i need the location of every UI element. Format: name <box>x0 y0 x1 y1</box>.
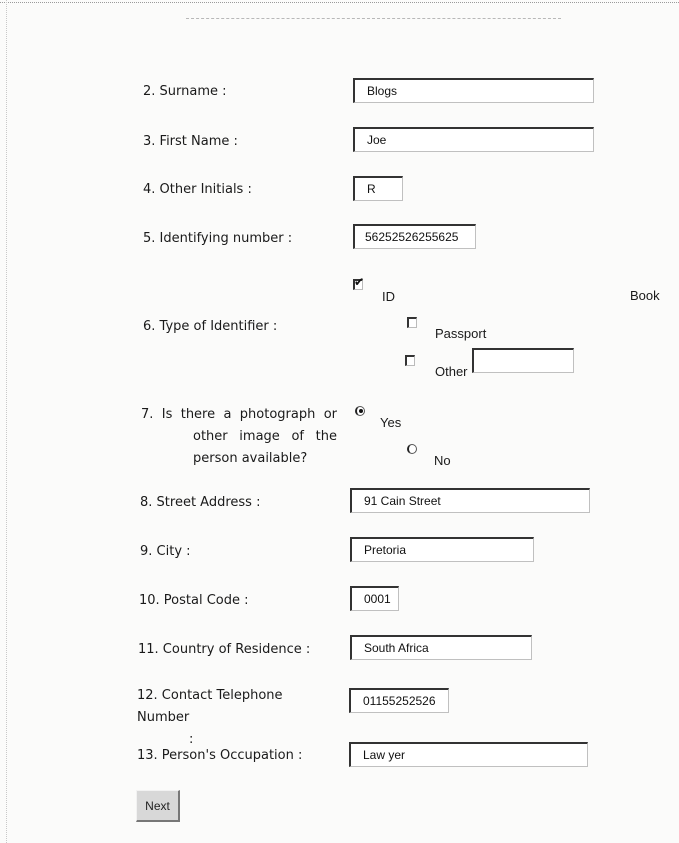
street-address-field[interactable]: 91 Cain Street <box>350 488 590 513</box>
first-name-field[interactable]: Joe <box>353 127 594 152</box>
other-initials-label: 4. Other Initials : <box>143 182 252 197</box>
top-rule <box>0 2 679 3</box>
postal-code-label: 10. Postal Code : <box>139 593 249 608</box>
photograph-question-line3: person available? <box>193 451 308 466</box>
photograph-question-label <box>141 404 337 470</box>
surname-field[interactable]: Blogs <box>353 78 594 103</box>
country-label: 11. Country of Residence : <box>138 642 311 657</box>
book-option-label: Book <box>630 288 660 303</box>
photograph-question-line1: 7. Is there a photograph or <box>141 407 337 422</box>
occupation-field[interactable]: Law yer <box>349 742 588 767</box>
id-option-label: ID <box>382 289 395 304</box>
id-checkbox[interactable] <box>353 275 365 290</box>
telephone-label-line1: 12. Contact Telephone Number <box>137 688 283 725</box>
city-field[interactable]: Pretoria <box>350 537 534 562</box>
radio-selected-dot <box>359 409 363 413</box>
next-button[interactable]: Next <box>136 790 180 822</box>
surname-label: 2. Surname : <box>143 84 227 99</box>
passport-option-label: Passport <box>435 326 487 341</box>
passport-checkbox[interactable] <box>407 317 417 328</box>
postal-code-field[interactable]: 0001 <box>350 586 399 611</box>
other-checkbox[interactable] <box>405 355 415 366</box>
identifying-number-label: 5. Identifying number : <box>143 231 293 246</box>
no-option-label: No <box>434 453 451 468</box>
other-option-label: Other <box>435 364 468 379</box>
street-address-label: 8. Street Address : <box>140 495 261 510</box>
identifier-type-label: 6. Type of Identifier : <box>143 319 278 334</box>
telephone-field[interactable]: 01155252526 <box>349 688 449 713</box>
occupation-label: 13. Person's Occupation : <box>137 748 303 763</box>
yes-radio[interactable] <box>355 406 365 416</box>
header-divider <box>186 18 561 19</box>
telephone-label <box>137 685 335 751</box>
other-initials-field[interactable]: R <box>353 176 403 201</box>
checkmark-icon: ✔ <box>354 275 365 289</box>
photograph-question-line2: other image of the <box>193 429 337 444</box>
no-radio[interactable] <box>407 444 417 454</box>
telephone-label-line2: : <box>189 732 194 747</box>
country-field[interactable]: South Africa <box>350 635 532 660</box>
city-label: 9. City : <box>140 544 191 559</box>
first-name-label: 3. First Name : <box>143 134 238 149</box>
yes-option-label: Yes <box>380 415 402 430</box>
identifying-number-field[interactable]: 56252526255625 <box>353 224 476 249</box>
other-identifier-field[interactable] <box>472 348 574 373</box>
left-margin-rule <box>6 0 7 843</box>
